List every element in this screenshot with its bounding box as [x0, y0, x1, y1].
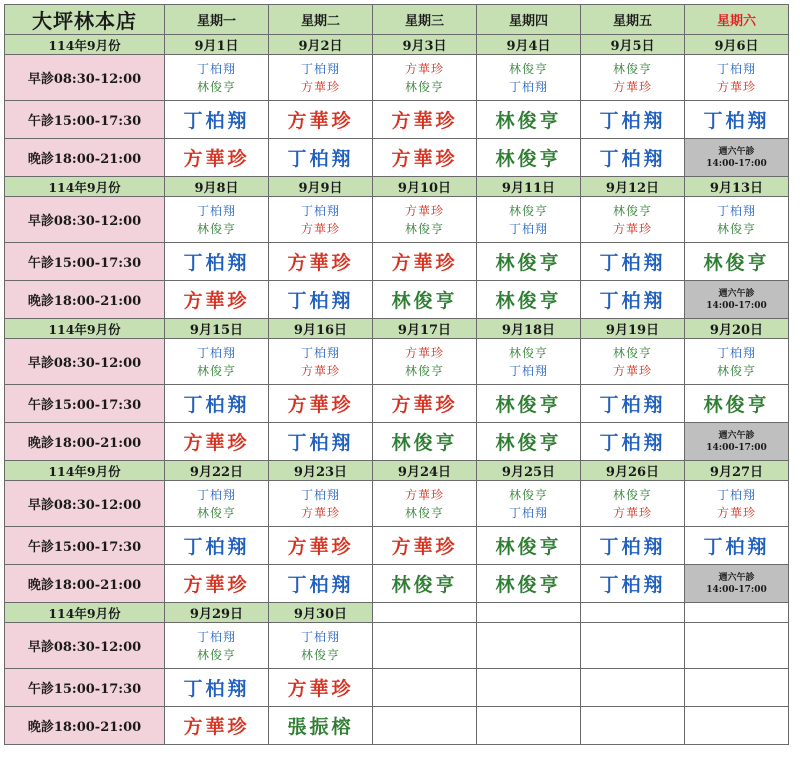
- doctor-name: 方華珍: [716, 505, 756, 520]
- doctor-name: 丁柏翔: [581, 281, 685, 319]
- slot-label: 晚診18:00-21:00: [5, 281, 165, 319]
- doctor-name: 林俊亨: [373, 423, 477, 461]
- empty-cell: [477, 669, 581, 707]
- slot-label: 午診15:00-17:30: [5, 101, 165, 139]
- doctor-name: 方華珍: [373, 101, 477, 139]
- morning-row: [5, 197, 789, 243]
- doctor-name: 林俊亨: [477, 101, 581, 139]
- doctor-name: 丁柏翔: [165, 527, 269, 565]
- weekday-thursday: 星期四: [477, 5, 581, 35]
- doctor-name: 林俊亨: [477, 385, 581, 423]
- date-cell: 9月9日: [269, 177, 373, 197]
- schedule-table: [4, 4, 789, 745]
- date-cell: 9月27日: [685, 461, 789, 481]
- doctor-name: 丁柏翔: [508, 363, 548, 378]
- doctor-name: 方華珍: [300, 79, 340, 94]
- date-cell: 9月15日: [165, 319, 269, 339]
- doctor-name: 林俊亨: [477, 139, 581, 177]
- doctor-name: 丁柏翔: [196, 203, 236, 218]
- doctor-name: 丁柏翔: [581, 527, 685, 565]
- doctor-name: 丁柏翔: [165, 669, 269, 707]
- doctor-name: 林俊亨: [612, 345, 652, 360]
- morning-doctors-cell: [373, 481, 477, 527]
- doctor-name: 林俊亨: [404, 363, 444, 378]
- saturday-note-line: 週六午診: [718, 146, 755, 157]
- doctor-name: 方華珍: [612, 505, 652, 520]
- morning-doctors-cell: [373, 339, 477, 385]
- doctor-name: 方華珍: [373, 243, 477, 281]
- doctor-name: 林俊亨: [404, 505, 444, 520]
- morning-doctors-cell: [685, 339, 789, 385]
- doctor-name: 丁柏翔: [165, 101, 269, 139]
- empty-cell: [477, 623, 581, 669]
- doctor-name: 方華珍: [373, 527, 477, 565]
- evening-row: [5, 707, 789, 745]
- doctor-name: 林俊亨: [404, 221, 444, 236]
- doctor-name: 林俊亨: [716, 221, 756, 236]
- doctor-name: 丁柏翔: [716, 345, 756, 360]
- date-cell: 9月11日: [477, 177, 581, 197]
- morning-doctors-cell: [581, 55, 685, 101]
- evening-row: [5, 139, 789, 177]
- date-cell: 9月30日: [269, 603, 373, 623]
- doctor-name: 丁柏翔: [196, 487, 236, 502]
- evening-row: [5, 565, 789, 603]
- empty-cell: [685, 603, 789, 623]
- morning-doctors-cell: [269, 339, 373, 385]
- doctor-name: 丁柏翔: [716, 61, 756, 76]
- morning-doctors-cell: [165, 55, 269, 101]
- empty-cell: [581, 669, 685, 707]
- empty-cell: [373, 707, 477, 745]
- doctor-name: 方華珍: [612, 79, 652, 94]
- doctor-name: 林俊亨: [300, 647, 340, 662]
- empty-cell: [477, 707, 581, 745]
- date-cell: 9月10日: [373, 177, 477, 197]
- doctor-name: 丁柏翔: [716, 487, 756, 502]
- doctor-name: 方華珍: [269, 669, 373, 707]
- morning-doctors-cell: [165, 623, 269, 669]
- saturday-note-cell: [685, 423, 789, 461]
- empty-cell: [685, 669, 789, 707]
- date-cell: 9月2日: [269, 35, 373, 55]
- slot-label: 午診15:00-17:30: [5, 243, 165, 281]
- afternoon-row: [5, 385, 789, 423]
- saturday-note-cell: [685, 281, 789, 319]
- saturday-note-line: 14:00-17:00: [706, 584, 767, 595]
- doctor-name: 丁柏翔: [165, 243, 269, 281]
- doctor-name: 林俊亨: [196, 221, 236, 236]
- doctor-name: 丁柏翔: [165, 385, 269, 423]
- slot-label: 早診08:30-12:00: [5, 55, 165, 101]
- afternoon-row: [5, 243, 789, 281]
- doctor-name: 丁柏翔: [581, 101, 685, 139]
- morning-doctors-cell: [477, 339, 581, 385]
- doctor-name: 丁柏翔: [581, 243, 685, 281]
- slot-label: 早診08:30-12:00: [5, 197, 165, 243]
- date-cell: 9月29日: [165, 603, 269, 623]
- date-cell: 9月16日: [269, 319, 373, 339]
- doctor-name: 丁柏翔: [716, 203, 756, 218]
- empty-cell: [581, 707, 685, 745]
- morning-doctors-cell: [165, 339, 269, 385]
- doctor-name: 方華珍: [165, 281, 269, 319]
- morning-row: [5, 481, 789, 527]
- doctor-name: 方華珍: [269, 243, 373, 281]
- doctor-name: 丁柏翔: [269, 423, 373, 461]
- doctor-name: 方華珍: [165, 139, 269, 177]
- doctor-name: 方華珍: [269, 101, 373, 139]
- morning-row: [5, 339, 789, 385]
- date-row: [5, 603, 789, 623]
- doctor-name: 林俊亨: [477, 565, 581, 603]
- doctor-name: 丁柏翔: [685, 527, 789, 565]
- doctor-name: 方華珍: [404, 61, 444, 76]
- doctor-name: 林俊亨: [612, 61, 652, 76]
- month-label: 114年9月份: [5, 461, 165, 481]
- weekday-header-row: [5, 5, 789, 35]
- saturday-note-line: 14:00-17:00: [706, 158, 767, 169]
- doctor-name: 丁柏翔: [508, 505, 548, 520]
- doctor-name: 林俊亨: [477, 527, 581, 565]
- weekday-saturday: 星期六: [685, 5, 789, 35]
- morning-doctors-cell: [269, 197, 373, 243]
- saturday-note-line: 14:00-17:00: [706, 442, 767, 453]
- evening-row: [5, 423, 789, 461]
- morning-doctors-cell: [269, 623, 373, 669]
- date-row: [5, 35, 789, 55]
- doctor-name: 方華珍: [165, 707, 269, 745]
- weekday-friday: 星期五: [581, 5, 685, 35]
- doctor-name: 丁柏翔: [300, 345, 340, 360]
- doctor-name: 方華珍: [300, 221, 340, 236]
- doctor-name: 方華珍: [373, 139, 477, 177]
- doctor-name: 方華珍: [300, 505, 340, 520]
- doctor-name: 丁柏翔: [196, 61, 236, 76]
- date-cell: 9月18日: [477, 319, 581, 339]
- weekday-monday: 星期一: [165, 5, 269, 35]
- doctor-name: 丁柏翔: [269, 281, 373, 319]
- doctor-name: 林俊亨: [373, 281, 477, 319]
- doctor-name: 林俊亨: [508, 345, 548, 360]
- morning-doctors-cell: [581, 339, 685, 385]
- doctor-name: 林俊亨: [508, 61, 548, 76]
- date-row: [5, 319, 789, 339]
- afternoon-row: [5, 527, 789, 565]
- empty-cell: [581, 623, 685, 669]
- date-cell: 9月22日: [165, 461, 269, 481]
- morning-doctors-cell: [581, 481, 685, 527]
- doctor-name: 林俊亨: [508, 203, 548, 218]
- doctor-name: 丁柏翔: [300, 61, 340, 76]
- doctor-name: 林俊亨: [196, 363, 236, 378]
- doctor-name: 丁柏翔: [196, 629, 236, 644]
- date-cell: 9月1日: [165, 35, 269, 55]
- saturday-note-line: 週六午診: [718, 288, 755, 299]
- month-label: 114年9月份: [5, 177, 165, 197]
- empty-cell: [373, 623, 477, 669]
- morning-doctors-cell: [477, 55, 581, 101]
- doctor-name: 方華珍: [269, 527, 373, 565]
- doctor-name: 林俊亨: [477, 281, 581, 319]
- doctor-name: 方華珍: [404, 487, 444, 502]
- doctor-name: 丁柏翔: [300, 203, 340, 218]
- doctor-name: 林俊亨: [508, 487, 548, 502]
- empty-cell: [373, 603, 477, 623]
- slot-label: 早診08:30-12:00: [5, 339, 165, 385]
- evening-row: [5, 281, 789, 319]
- date-cell: 9月3日: [373, 35, 477, 55]
- morning-row: [5, 55, 789, 101]
- date-cell: 9月6日: [685, 35, 789, 55]
- slot-label: 早診08:30-12:00: [5, 623, 165, 669]
- afternoon-row: [5, 101, 789, 139]
- morning-doctors-cell: [685, 197, 789, 243]
- doctor-name: 方華珍: [404, 203, 444, 218]
- doctor-name: 林俊亨: [612, 203, 652, 218]
- doctor-name: 丁柏翔: [508, 79, 548, 94]
- doctor-name: 丁柏翔: [581, 139, 685, 177]
- doctor-name: 林俊亨: [196, 647, 236, 662]
- date-cell: 9月26日: [581, 461, 685, 481]
- doctor-name: 丁柏翔: [300, 487, 340, 502]
- doctor-name: 丁柏翔: [685, 101, 789, 139]
- date-cell: 9月5日: [581, 35, 685, 55]
- date-cell: 9月8日: [165, 177, 269, 197]
- doctor-name: 林俊亨: [716, 363, 756, 378]
- morning-doctors-cell: [685, 481, 789, 527]
- doctor-name: 方華珍: [612, 221, 652, 236]
- doctor-name: 方華珍: [269, 385, 373, 423]
- doctor-name: 丁柏翔: [196, 345, 236, 360]
- doctor-name: 方華珍: [612, 363, 652, 378]
- date-cell: 9月24日: [373, 461, 477, 481]
- date-cell: 9月19日: [581, 319, 685, 339]
- slot-label: 晚診18:00-21:00: [5, 565, 165, 603]
- slot-label: 晚診18:00-21:00: [5, 139, 165, 177]
- doctor-name: 林俊亨: [373, 565, 477, 603]
- date-cell: 9月20日: [685, 319, 789, 339]
- date-row: [5, 461, 789, 481]
- saturday-note-cell: [685, 139, 789, 177]
- month-label: 114年9月份: [5, 603, 165, 623]
- date-cell: 9月12日: [581, 177, 685, 197]
- doctor-name: 丁柏翔: [581, 565, 685, 603]
- doctor-name: 丁柏翔: [581, 423, 685, 461]
- month-label: 114年9月份: [5, 319, 165, 339]
- doctor-name: 方華珍: [373, 385, 477, 423]
- slot-label: 早診08:30-12:00: [5, 481, 165, 527]
- doctor-name: 林俊亨: [612, 487, 652, 502]
- empty-cell: [685, 623, 789, 669]
- doctor-name: 林俊亨: [477, 423, 581, 461]
- morning-doctors-cell: [269, 481, 373, 527]
- doctor-name: 丁柏翔: [269, 565, 373, 603]
- morning-doctors-cell: [477, 481, 581, 527]
- doctor-name: 林俊亨: [685, 243, 789, 281]
- morning-doctors-cell: [685, 55, 789, 101]
- doctor-name: 張振榕: [269, 707, 373, 745]
- doctor-name: 丁柏翔: [581, 385, 685, 423]
- slot-label: 午診15:00-17:30: [5, 527, 165, 565]
- doctor-name: 方華珍: [165, 565, 269, 603]
- date-cell: 9月25日: [477, 461, 581, 481]
- doctor-name: 丁柏翔: [508, 221, 548, 236]
- morning-doctors-cell: [373, 55, 477, 101]
- slot-label: 晚診18:00-21:00: [5, 423, 165, 461]
- slot-label: 午診15:00-17:30: [5, 385, 165, 423]
- date-cell: 9月13日: [685, 177, 789, 197]
- saturday-note-cell: [685, 565, 789, 603]
- doctor-name: 林俊亨: [196, 79, 236, 94]
- empty-cell: [685, 707, 789, 745]
- date-cell: 9月4日: [477, 35, 581, 55]
- doctor-name: 林俊亨: [685, 385, 789, 423]
- empty-cell: [373, 669, 477, 707]
- empty-cell: [581, 603, 685, 623]
- doctor-name: 丁柏翔: [269, 139, 373, 177]
- weekday-wednesday: 星期三: [373, 5, 477, 35]
- doctor-name: 林俊亨: [477, 243, 581, 281]
- store-name: 大坪林本店: [5, 5, 165, 35]
- doctor-name: 林俊亨: [404, 79, 444, 94]
- date-cell: 9月17日: [373, 319, 477, 339]
- doctor-name: 方華珍: [300, 363, 340, 378]
- date-cell: 9月23日: [269, 461, 373, 481]
- saturday-note-line: 週六午診: [718, 430, 755, 441]
- morning-doctors-cell: [581, 197, 685, 243]
- afternoon-row: [5, 669, 789, 707]
- morning-doctors-cell: [165, 481, 269, 527]
- slot-label: 午診15:00-17:30: [5, 669, 165, 707]
- doctor-name: 方華珍: [404, 345, 444, 360]
- morning-doctors-cell: [477, 197, 581, 243]
- date-row: [5, 177, 789, 197]
- morning-doctors-cell: [373, 197, 477, 243]
- morning-row: [5, 623, 789, 669]
- saturday-note-line: 14:00-17:00: [706, 300, 767, 311]
- saturday-note-line: 週六午診: [718, 572, 755, 583]
- empty-cell: [477, 603, 581, 623]
- doctor-name: 方華珍: [165, 423, 269, 461]
- slot-label: 晚診18:00-21:00: [5, 707, 165, 745]
- month-label: 114年9月份: [5, 35, 165, 55]
- doctor-name: 丁柏翔: [300, 629, 340, 644]
- morning-doctors-cell: [269, 55, 373, 101]
- morning-doctors-cell: [165, 197, 269, 243]
- weekday-tuesday: 星期二: [269, 5, 373, 35]
- doctor-name: 林俊亨: [196, 505, 236, 520]
- doctor-name: 方華珍: [716, 79, 756, 94]
